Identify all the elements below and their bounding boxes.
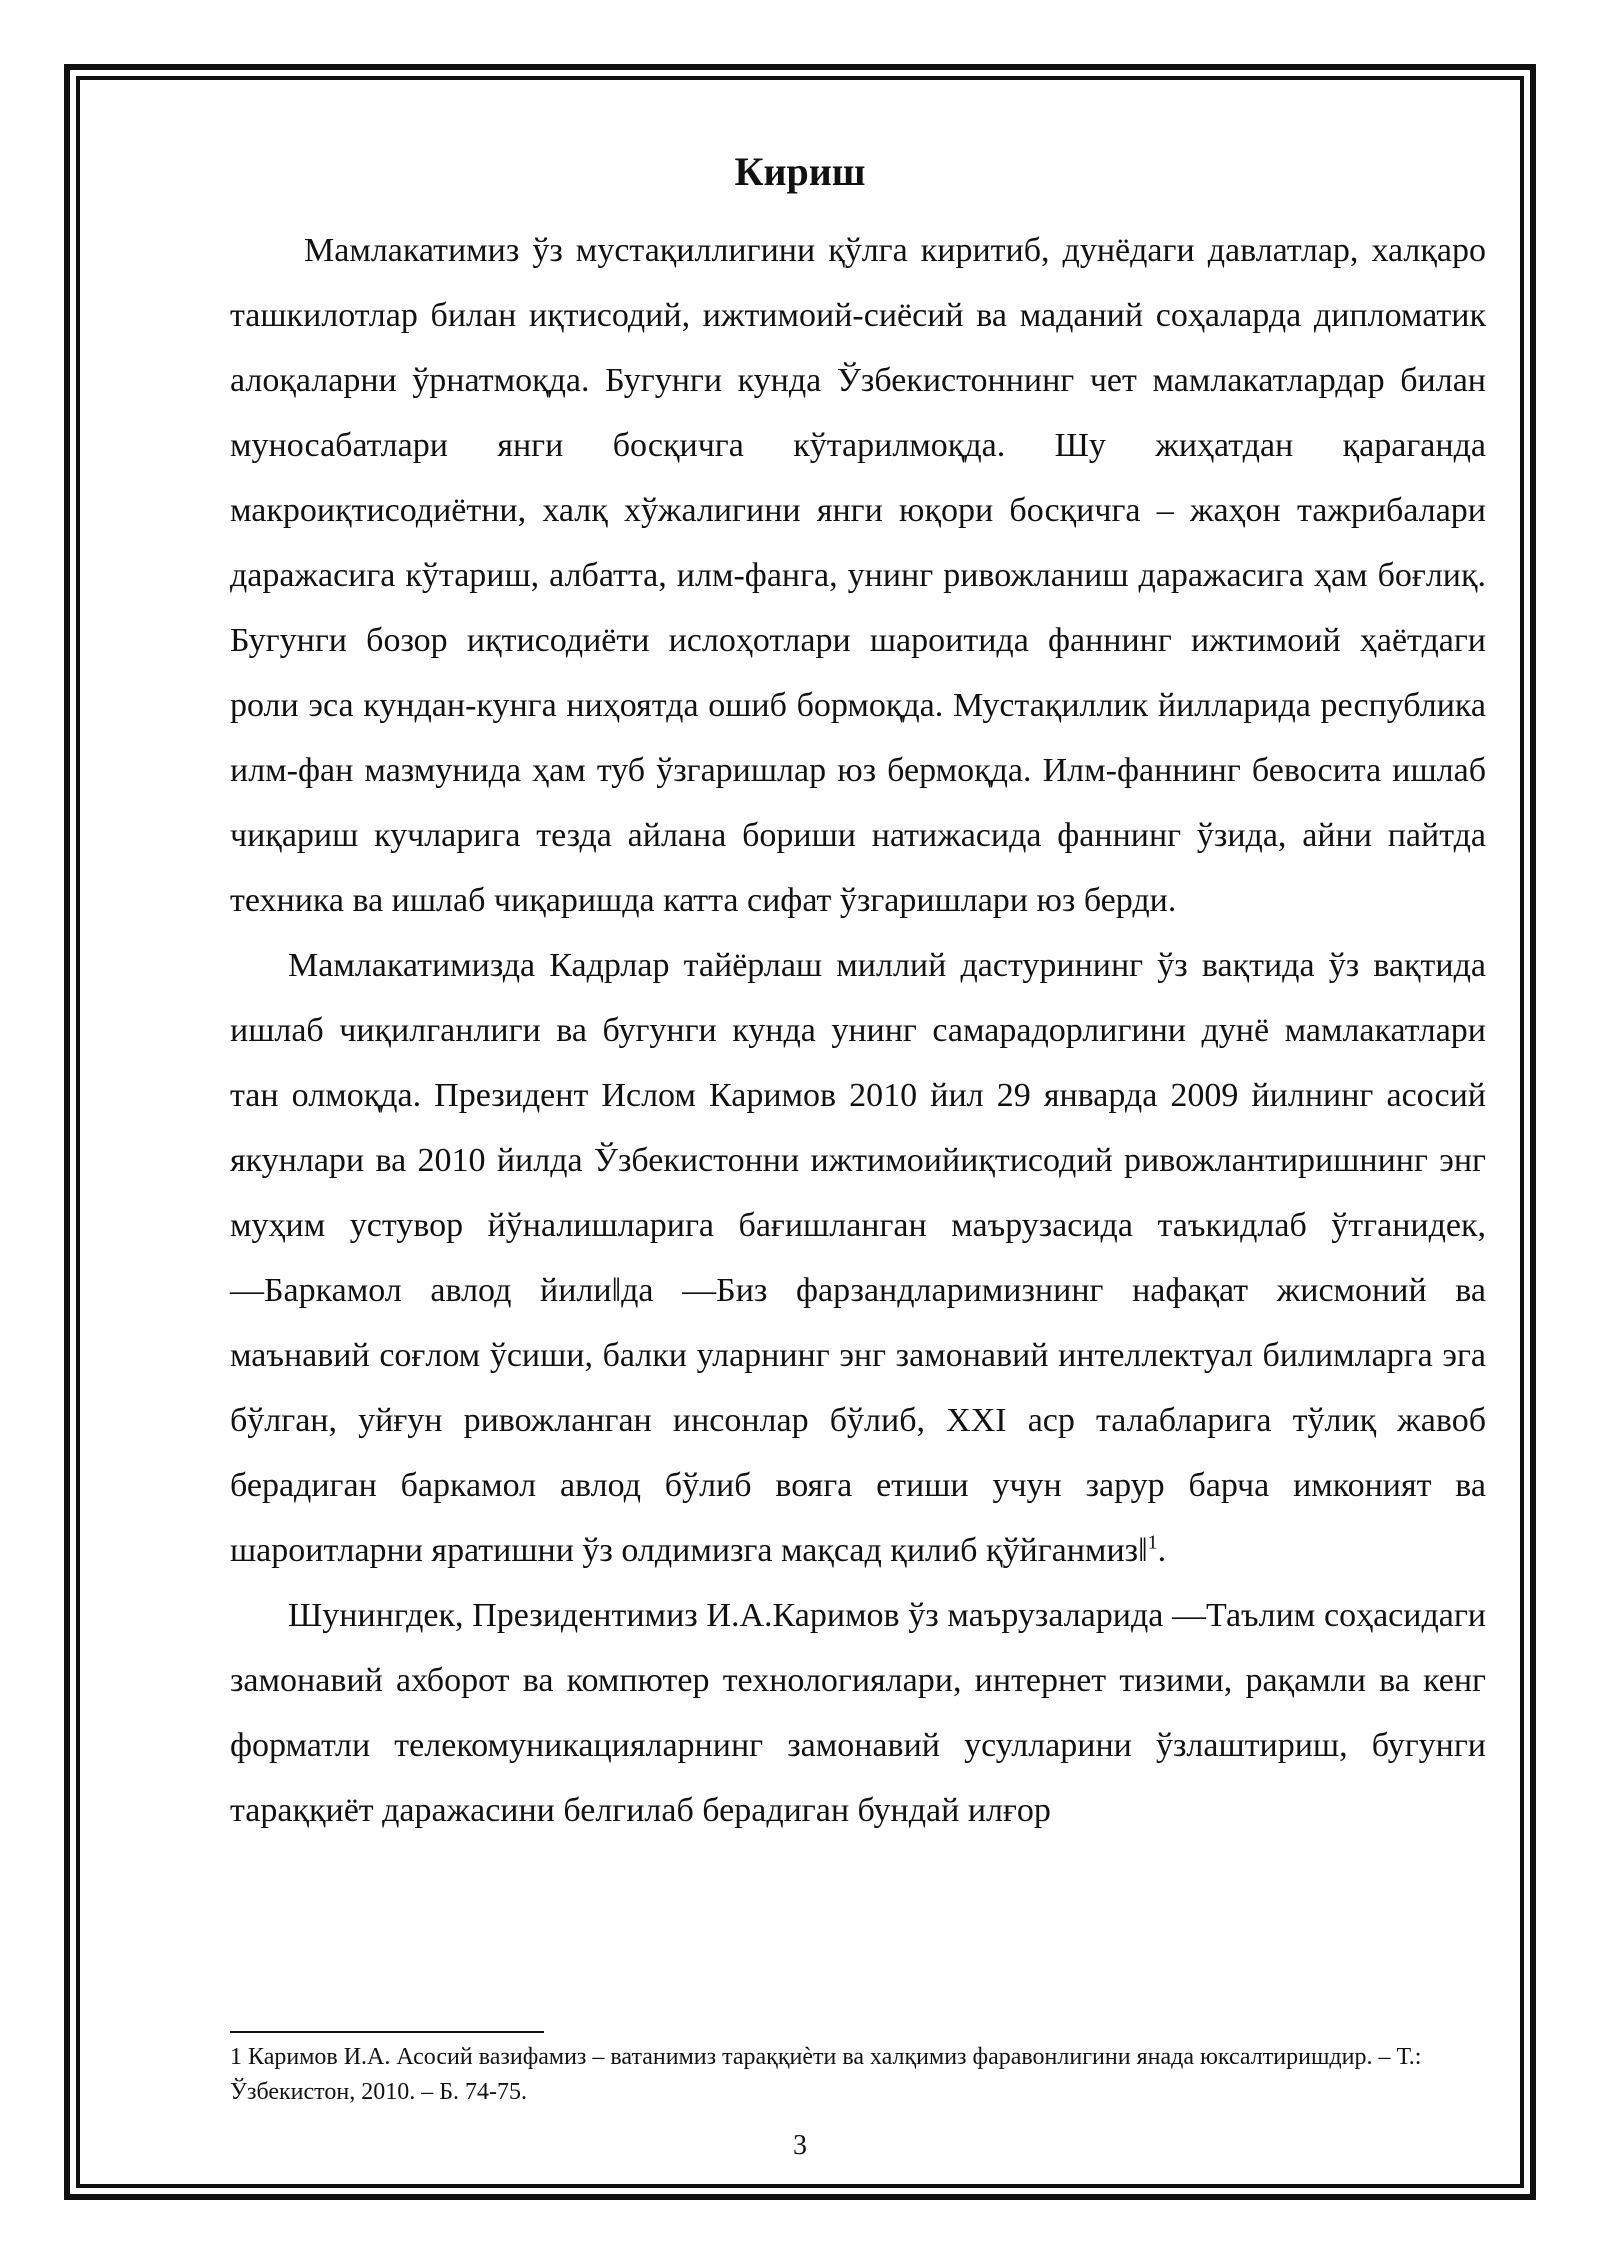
- paragraph-2: [230, 933, 1486, 1583]
- paragraph-3: Шунингдек, Президентимиз И.А.Каримов ўз маърузаларида ―Таълим соҳасидаги замонавий ахборот ва компютер технологиялари, интернет тизими, рақамли ва кенг форматли телекомуникацияларнинг замонавий усулларини ўзлаштириш, бугунги тараққиёт даражасини белгилаб берадиган бундай илғор: [230, 1597, 1486, 1829]
- paragraph-2-end: .: [1157, 1532, 1167, 1569]
- document-body: [230, 218, 1486, 1843]
- page-title: Кириш: [734, 149, 866, 194]
- footnote: 1 Каримов И.А. Асосий вазифамиз – ватанимиз тараққиѐти ва халқимиз фаравонлигини янада юксалтиришдир. – Т.: Ўзбекистон, 2010. – Б. 74-75.: [230, 2044, 1422, 2105]
- footnote-reference: 1: [1147, 1531, 1158, 1554]
- paragraph-2-text: Мамлакатимизда Кадрлар тайёрлаш миллий дастурининг ўз вақтида ўз вақтида ишлаб чиқилганлиги ва бугунги кунда унинг самарадорлигини дунё мамлакатлари тан олмоқда. Президент Ислом Каримов 2010 йил 29 январда 2009 йилнинг асосий якунлари ва 2010 йилда Ўзбекистонни ижтимоийиқтисодий ривожлантиришнинг энг муҳим устувор йўналишларига бағишланган маърузасида таъкидлаб ўтганидек, ―Баркамол авлод йили‖да ―Биз фарзандларимизнинг нафақат жисмоний ва маънавий соғлом ўсиши, балки уларнинг энг замонавий интеллектуал билимларга эга бўлган, уйғун ривожланган инсонлар бўлиб, XXI аср талабларига тўлиқ жавоб берадиган баркамол авлод бўлиб вояга етиши учун зарур барча имконият ва шароитларни яратишни ўз олдимизга мақсад қилиб қўйганмиз‖: [230, 947, 1486, 1569]
- page-number: 3: [793, 2130, 807, 2161]
- paragraph-1: Мамлакатимиз ўз мустақиллигини қўлга киритиб, дунёдаги давлатлар, халқаро ташкилотлар билан иқтисодий, ижтимоий-сиёсий ва маданий соҳаларда дипломатик алоқаларни ўрнатмоқда. Бугунги кунда Ўзбекистоннинг чет мамлакатлардар билан муносабатлари янги босқичга кўтарилмоқда. Шу жиҳатдан қараганда макроиқтисодиётни, халқ хўжалигини янги юқори босқичга – жаҳон тажрибалари даражасига кўтариш, албатта, илм-фанга, унинг ривожланиш даражасига ҳам боғлиқ. Бугунги бозор иқтисодиёти ислоҳотлари шароитида фаннинг ижтимоий ҳаётдаги роли эса кундан-кунга ниҳоятда ошиб бормоқда. Мустақиллик йилларида республика илм-фан мазмунида ҳам туб ўзгаришлар юз бермоқда. Илм-фаннинг бевосита ишлаб чиқариш кучларига тезда айлана бориши натижасида фаннинг ўзида, айни пайтда техника ва ишлаб чиқаришда катта сифат ўзгаришлари юз берди.: [230, 232, 1486, 919]
- footnote-separator: [230, 2031, 544, 2033]
